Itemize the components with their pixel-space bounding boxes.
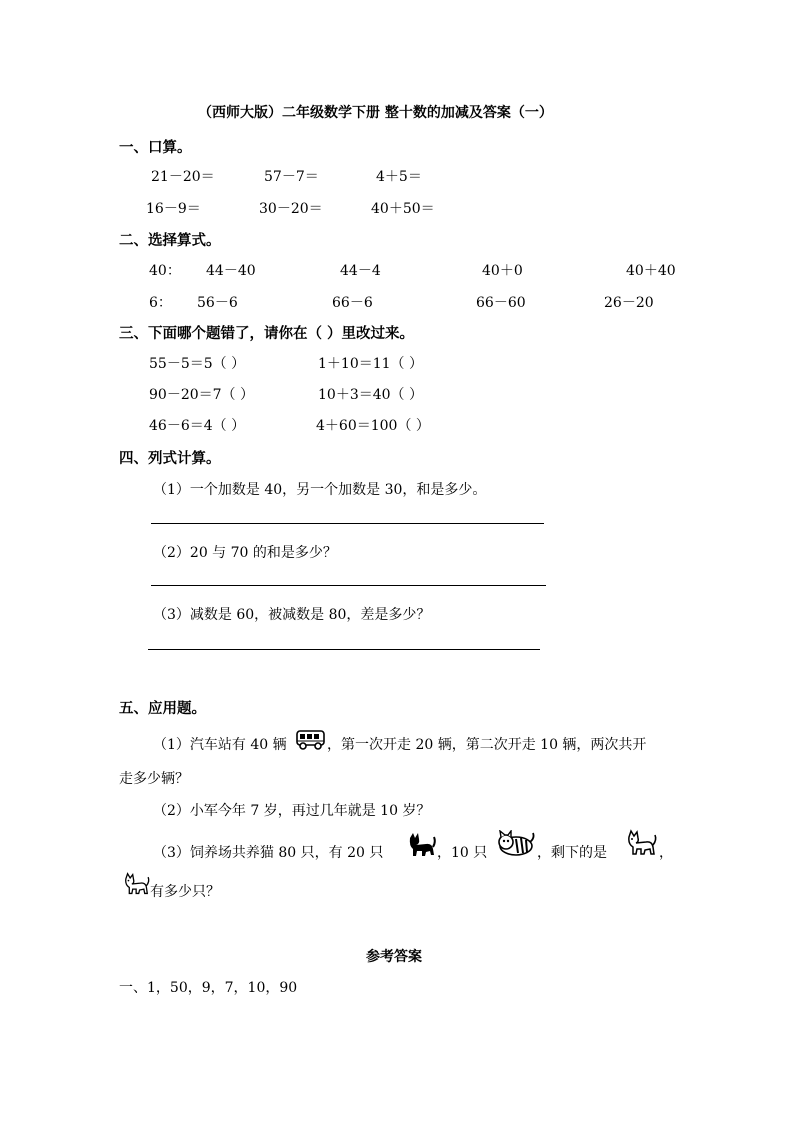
section-3-heading: 三、下面哪个题错了，请你在（ ）里改过来。 <box>119 325 415 342</box>
oral-calc-item: 57－7＝ <box>264 169 319 185</box>
answer-line <box>151 523 544 524</box>
oral-calc-item: 21－20＝ <box>151 169 215 185</box>
correction-item: 55－5＝5（ ） <box>149 356 246 372</box>
choice-option: 40＋0 <box>482 263 523 279</box>
choice-label: 40： <box>149 263 181 279</box>
application-question-1-cont: ，第一次开走 20 辆，第二次开走 10 辆，两次共开 <box>327 737 647 753</box>
answer-line <box>148 649 540 650</box>
application-question-3-end: 有多少只？ <box>150 884 220 900</box>
application-question-3-cont: ，10 只 <box>437 845 488 861</box>
choice-option: 66－60 <box>476 295 526 311</box>
section-1-heading: 一、口算。 <box>119 139 192 156</box>
application-question-3-cont: ，剩下的是 <box>537 845 607 861</box>
word-question: （3）减数是 60，被减数是 80，差是多少？ <box>153 607 431 623</box>
application-question-3: （3）饲养场共养猫 80 只，有 20 只 <box>153 845 384 861</box>
correction-item: 10＋3＝40（ ） <box>318 387 423 403</box>
application-question-1-end: 走多少辆？ <box>119 771 189 787</box>
oral-calc-item: 4＋5＝ <box>376 169 422 185</box>
application-question-2: （2）小军今年 7 岁，再过几年就是 10 岁？ <box>153 803 431 819</box>
choice-option: 26－20 <box>604 295 654 311</box>
correction-item: 1＋10＝11（ ） <box>318 356 423 372</box>
choice-label: 6： <box>149 295 172 311</box>
answer-line-1: 一、1，50，9，7，10，90 <box>119 980 298 996</box>
word-question: （1）一个加数是 40，另一个加数是 30，和是多少。 <box>153 482 487 498</box>
choice-option: 56－6 <box>197 295 238 311</box>
page-title: （西师大版）二年级数学下册 整十数的加减及答案（一） <box>198 105 553 121</box>
word-question: （2）20 与 70 的和是多少？ <box>153 545 337 561</box>
application-question-1: （1）汽车站有 40 辆 <box>153 737 287 753</box>
oral-calc-item: 16－9＝ <box>146 201 201 217</box>
white-cat-icon <box>626 829 658 857</box>
white-cat-icon <box>121 872 153 896</box>
striped-cat-icon <box>496 830 536 858</box>
answers-heading: 参考答案 <box>366 949 422 965</box>
choice-option: 40＋40 <box>626 263 676 279</box>
choice-option: 66－6 <box>332 295 373 311</box>
correction-item: 90－20＝7（ ） <box>149 387 254 403</box>
section-5-heading: 五、应用题。 <box>119 700 206 717</box>
application-question-3-punct: ， <box>659 845 673 861</box>
oral-calc-item: 40＋50＝ <box>371 201 435 217</box>
correction-item: 46－6＝4（ ） <box>149 418 246 434</box>
choice-option: 44－40 <box>206 263 256 279</box>
bus-icon <box>296 729 326 751</box>
black-cat-icon <box>406 832 436 858</box>
section-4-heading: 四、列式计算。 <box>119 450 221 467</box>
choice-option: 44－4 <box>340 263 381 279</box>
answer-line <box>151 585 546 586</box>
oral-calc-item: 30－20＝ <box>259 201 323 217</box>
section-2-heading: 二、选择算式。 <box>119 232 221 249</box>
correction-item: 4＋60＝100（ ） <box>316 418 430 434</box>
